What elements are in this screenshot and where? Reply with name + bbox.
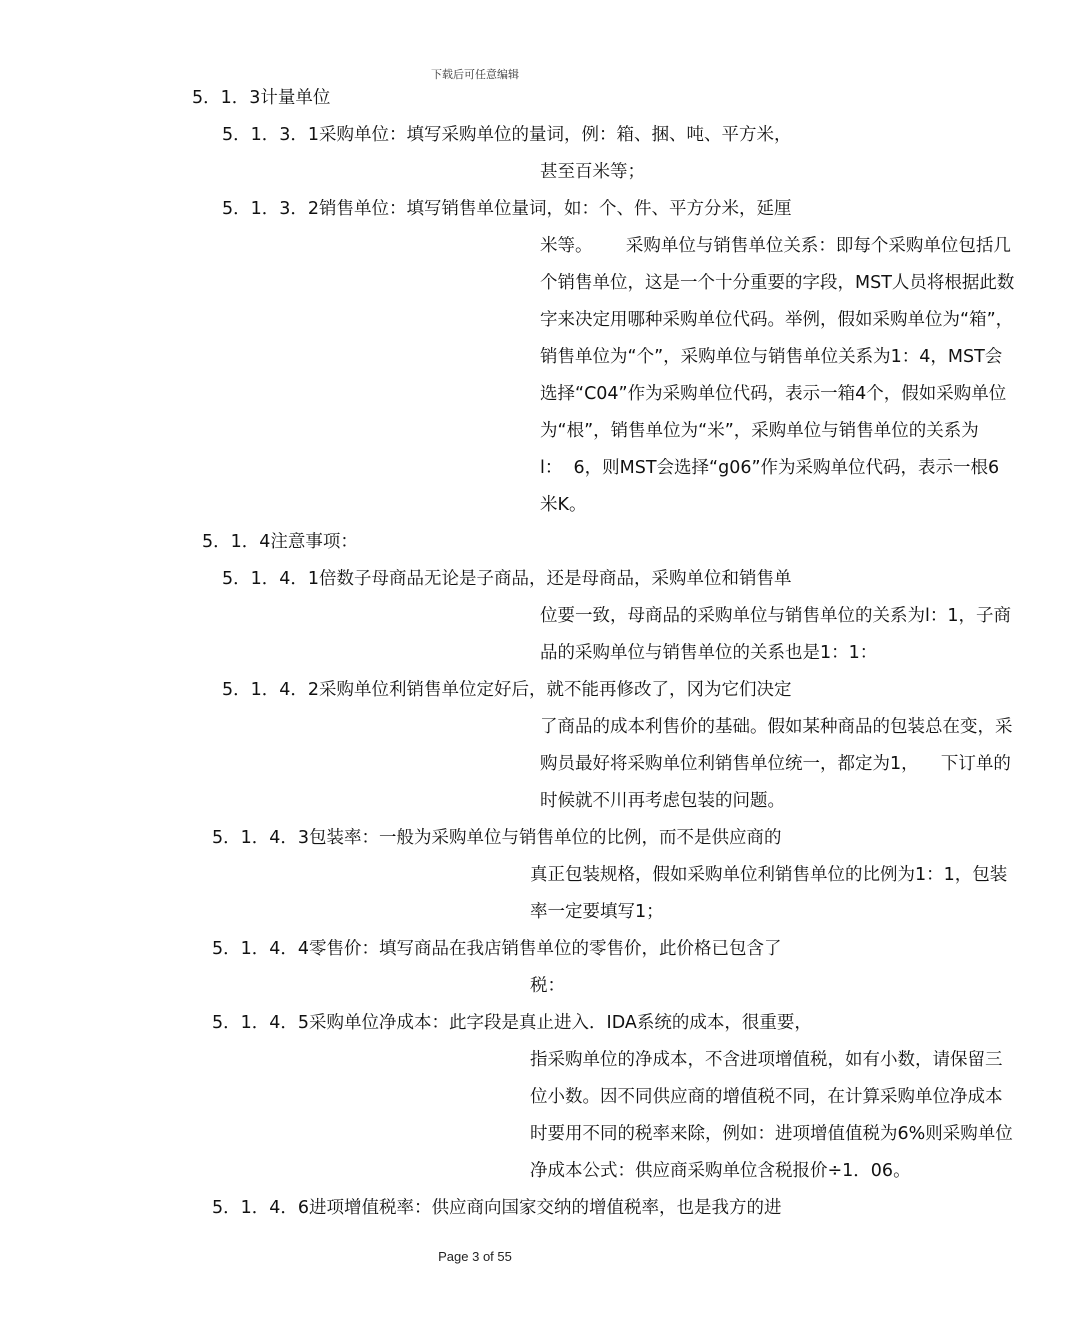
page-footer: Page 3 of 55: [438, 1249, 512, 1264]
paragraph-line: 为“根”，销售单位为“米”，采购单位与销售单位的关系为: [540, 421, 979, 441]
paragraph-text: 采购单位利销售单位定好后，就不能再修改了，冈为它们决定: [319, 680, 792, 700]
paragraph-first-line: [222, 672, 950, 709]
paragraph-text: 零售价：填写商品在我店销售单位的零售价，此价格已包含了: [309, 939, 782, 959]
section-title: 注意事项：: [270, 532, 358, 552]
section-5-1-3-1: [0, 117, 950, 191]
paragraph-first-line: [212, 1190, 950, 1227]
section-number: 5．1．4: [202, 532, 271, 552]
paragraph-line: 甚至百米等；: [540, 162, 645, 182]
section-5-1-4-5: [0, 1005, 1013, 1190]
section-5-1-4-2: [0, 672, 1013, 820]
paragraph-line: 位小数。因不同供应商的增值税不同，在计算采购单位净成本: [530, 1087, 1003, 1107]
paragraph-first-line: [222, 191, 950, 228]
paragraph-line: 指采购单位的净成本，不含进项增值税，如有小数，请保留三: [530, 1050, 1003, 1070]
section-number: 5．1．4．2: [222, 680, 320, 700]
paragraph-line: 字来决定用哪种采购单位代码。举例，假如采购单位为“箱”，: [540, 310, 1014, 330]
section-number: 5．1．4．5: [212, 1013, 310, 1033]
paragraph-text: 销售单位：填写销售单位量词，如：个、件、平方分米，延厘: [319, 199, 792, 219]
paragraph-line: 时候就不川再考虑包装的问题。: [540, 791, 785, 811]
paragraph-text: 倍数子母商品无论是子商品，还是母商品，采购单位和销售单: [319, 569, 792, 589]
section-5-1-4-6: [0, 1190, 950, 1227]
paragraph-first-line: [212, 931, 950, 968]
section-title: 计量单位: [260, 88, 331, 108]
paragraph-line: 净成本公式：供应商采购单位含税报价÷1．06。: [530, 1161, 911, 1181]
paragraph-line: 品的采购单位与销售单位的关系也是1：1：: [540, 643, 878, 663]
paragraph-text: 包装率：一般为采购单位与销售单位的比例，而不是供应商的: [309, 828, 782, 848]
section-number: 5．1．3．2: [222, 199, 320, 219]
paragraph-first-line: [212, 1005, 950, 1042]
section-5-1-4-1: [0, 561, 1011, 672]
section-5-1-3: [0, 80, 950, 117]
section-5-1-3-2: [0, 191, 1015, 524]
paragraph-line: 时要用不同的税率来除，例如：进项增值值税为6%则采购单位: [530, 1124, 1013, 1144]
paragraph-first-line: [212, 820, 950, 857]
section-number: 5．1．4．3: [212, 828, 310, 848]
document-body: [0, 80, 1015, 1227]
section-number: 5．1．4．4: [212, 939, 310, 959]
paragraph-line: 购员最好将采购单位利销售单位统一，都定为1， 下订单的: [540, 754, 1011, 774]
paragraph-line: 米K。: [540, 495, 587, 515]
paragraph-text: 进项增值税率：供应商向国家交纳的增值税率，也是我方的进: [309, 1198, 782, 1218]
section-5-1-4-4: [0, 931, 950, 1005]
section-number: 5．1．4．1: [222, 569, 320, 589]
paragraph-line: l： 6，则MST会选择“g06”作为采购单位代码，表示一根6: [540, 458, 1000, 478]
paragraph-line: 选择“C04”作为采购单位代码，表示一箱4个，假如采购单位: [540, 384, 1007, 404]
section-heading: [202, 524, 950, 561]
paragraph-line: 个销售单位，这是一个十分重要的字段，MST人员将根据此数: [540, 273, 1015, 293]
section-5-1-4: [0, 524, 950, 561]
paragraph-line: 率一定要填写1；: [530, 902, 664, 922]
paragraph-text: 采购单位：填写采购单位的量词，例：箱、捆、吨、平方米，: [319, 125, 792, 145]
paragraph-line: 位要一致，母商品的采购单位与销售单位的关系为l：1，子商: [540, 606, 1011, 626]
section-number: 5．1．3: [192, 88, 261, 108]
section-heading: [192, 80, 950, 117]
paragraph-line: 真正包装规格，假如采购单位利销售单位的比例为1：1，包装: [530, 865, 1008, 885]
paragraph-line: 销售单位为“个”，采购单位与销售单位关系为1：4，MST会: [540, 347, 1003, 367]
section-number: 5．1．3．1: [222, 125, 320, 145]
paragraph-line: 了商品的成本利售价的基础。假如某种商品的包装总在变，采: [540, 717, 1013, 737]
paragraph-text: 采购单位净成本：此字段是真止进入．IDA系统的成本，很重要，: [309, 1013, 812, 1033]
paragraph-line: 米等。 采购单位与销售单位关系：即每个采购单位包括几: [540, 236, 1011, 256]
page-header: 下载后可任意编辑: [431, 68, 519, 81]
section-5-1-4-3: [0, 820, 1008, 931]
section-number: 5．1．4．6: [212, 1198, 310, 1218]
paragraph-first-line: [222, 561, 950, 598]
paragraph-line: 税：: [530, 976, 565, 996]
paragraph-first-line: [222, 117, 950, 154]
